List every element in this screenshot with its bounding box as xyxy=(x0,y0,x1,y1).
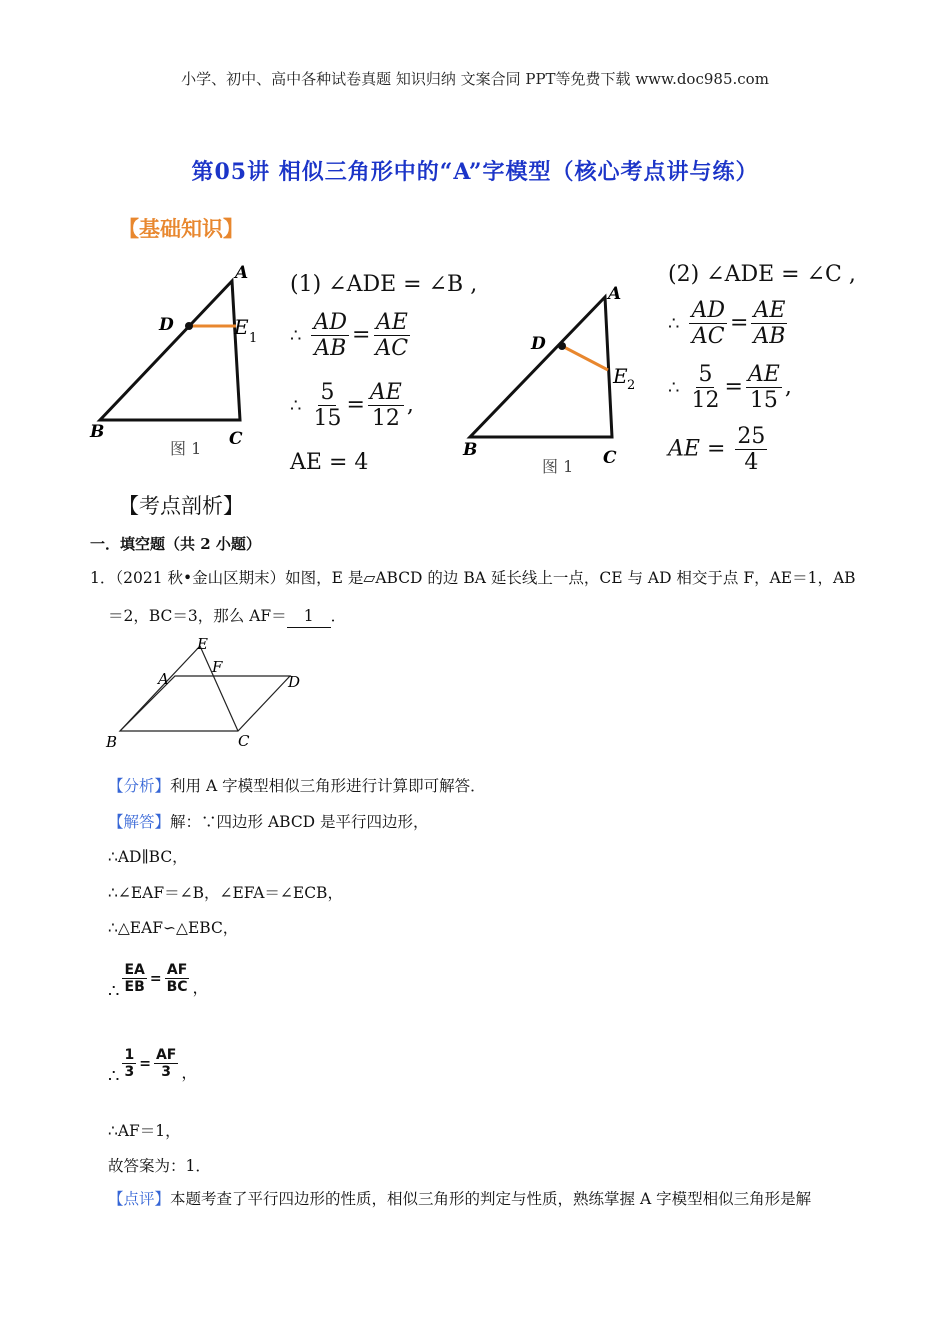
solution-step-3: ∴△EAF∽△EBC， xyxy=(108,919,239,937)
question-1-line-1: 1．（2021 秋•金山区期末）如图，E 是▱ABCD 的边 BA 延长线上一点，CE 与 AD 相交于点 F，AE＝1，AB xyxy=(90,569,856,587)
de-segment-2 xyxy=(562,346,608,370)
fig1-label-a: A xyxy=(235,263,249,283)
figure-2-triangle xyxy=(455,280,655,480)
fig2-caption: 图 1 xyxy=(542,457,574,476)
case2-result: AE = $\frac{25}{4}$ xyxy=(668,424,766,475)
fig2-label-d: D xyxy=(531,334,546,354)
q1-label-e: E xyxy=(197,635,208,653)
q1-label-d: D xyxy=(288,673,301,691)
case2-condition: (2) ∠ADE = ∠C , xyxy=(668,262,856,287)
fraction-step-2: ∴ $\frac{1}{3}$ = $\frac{AF}{3}$ ， xyxy=(108,1047,198,1087)
case2-ratio-line: ∴ $\frac{AD}{AC}$ = $\frac{AE}{AB}$ xyxy=(668,298,786,349)
basic-knowledge-heading: 【基础知识】 xyxy=(118,216,244,241)
fig1-label-b: B xyxy=(90,422,105,442)
answer-blank: 1 xyxy=(287,605,331,628)
fig1-caption: 图 1 xyxy=(170,439,202,458)
case1-condition: (1) ∠ADE = ∠B , xyxy=(290,272,478,297)
part-title: 一．填空题（共 2 小题） xyxy=(90,535,261,553)
answer-line: 故答案为：1． xyxy=(108,1157,211,1175)
solution-line: 【解答】解：∵四边形 ABCD 是平行四边形， xyxy=(108,813,429,831)
fig2-label-e-sub: 2 xyxy=(627,378,636,393)
q1-label-c: C xyxy=(238,732,250,750)
page-title: 第05讲 相似三角形中的“A”字模型（核心考点讲与练） xyxy=(191,159,759,185)
fig2-label-c: C xyxy=(603,448,617,468)
figure-1-triangle xyxy=(85,262,275,462)
case2-numeric-line: ∴ $\frac{5}{12}$ = $\frac{AE}{15}$ , xyxy=(668,362,792,413)
fig1-label-e-sub: 1 xyxy=(249,331,258,346)
page-header: 小学、初中、高中各种试卷真题 知识归纳 文案合同 PPT等免费下载 www.doc985.com xyxy=(181,70,769,88)
q1-label-a: A xyxy=(158,670,169,688)
case1-ratio-line: ∴ $\frac{AD}{AB}$ = $\frac{AE}{AC}$ xyxy=(290,310,409,361)
solution-result: ∴AF＝1， xyxy=(108,1122,181,1140)
question-1-line-2: ＝2，BC＝3，那么 AF＝ 1 ． xyxy=(108,605,346,628)
analysis-heading: 【考点剖析】 xyxy=(118,494,244,518)
fig1-label-e: E xyxy=(234,315,249,339)
q1-label-b: B xyxy=(106,733,118,751)
solution-step-1: ∴AD∥BC， xyxy=(108,848,188,866)
case1-result: AE = 4 xyxy=(290,450,369,475)
fig1-label-d: D xyxy=(159,315,174,335)
parallelogram-figure xyxy=(100,632,320,757)
solution-step-2: ∴∠EAF＝∠B，∠EFA＝∠ECB， xyxy=(108,884,343,902)
comment-line: 【点评】本题考查了平行四边形的性质，相似三角形的判定与性质，熟练掌握 A 字模型相似三角形是解 xyxy=(108,1190,812,1208)
case1-numeric-line: ∴ $\frac{5}{15}$ = $\frac{AE}{12}$ , xyxy=(290,380,414,431)
fraction-step-1: ∴ $\frac{EA}{EB}$ = $\frac{AF}{BC}$ ， xyxy=(108,962,209,1002)
fig1-label-c: C xyxy=(229,429,243,449)
fig2-label-e: E xyxy=(613,364,628,388)
q1-label-f: F xyxy=(212,658,223,676)
fig2-label-b: B xyxy=(463,440,478,460)
analysis-line: 【分析】利用 A 字模型相似三角形进行计算即可解答． xyxy=(108,777,486,795)
fig2-label-a: A xyxy=(608,284,622,304)
